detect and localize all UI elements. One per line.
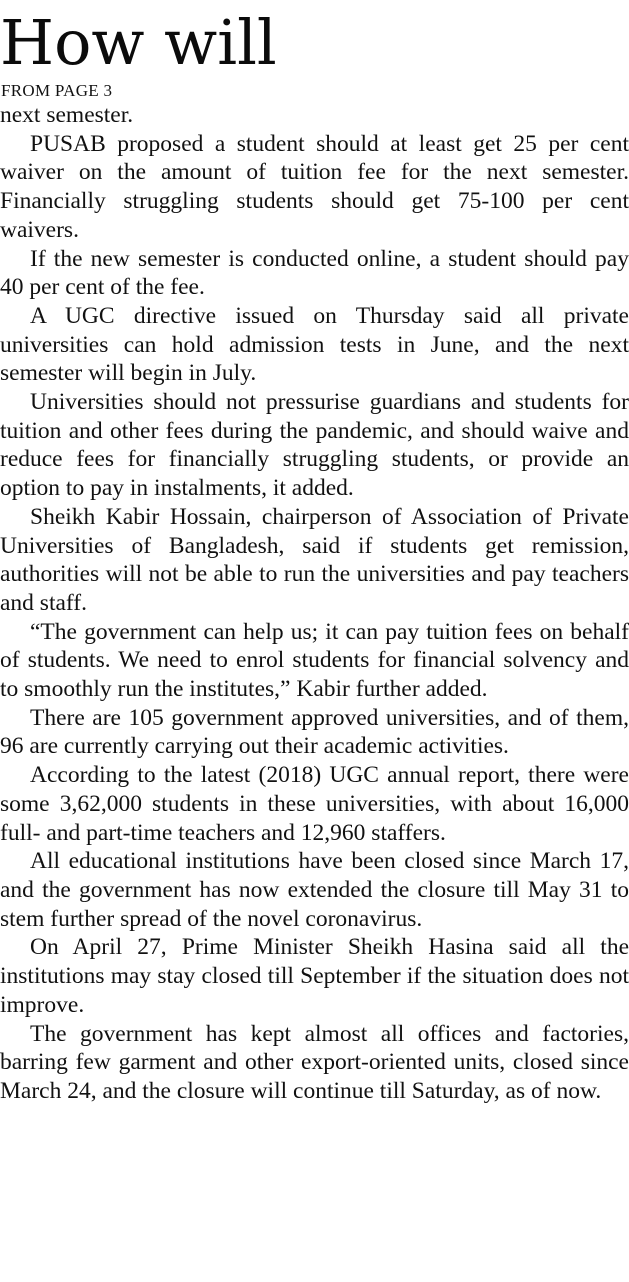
jump-line: FROM PAGE 3	[1, 81, 113, 100]
paragraph: All educational institutions have been closed since March 17, and the government has now extended the closure till May 31 to stem further spread of the novel coronavirus.	[0, 848, 629, 932]
paragraph-quote: “The government can help us; it can pay tuition fees on behalf of students. We need to enrol students for financial solvency and to smoothly run the institutes,” Kabir further added.	[0, 618, 629, 703]
paragraph: Universities should not pressurise guardians and students for tuition and other fees during the pandemic, and should waive and reduce fees for financially struggling students, or provide an option to pay in instalments, it added.	[0, 389, 629, 502]
paragraph: If the new semester is conducted online, a student should pay 40 per cent of the fee.	[0, 245, 629, 301]
paragraph: On April 27, Prime Minister Sheikh Hasina said all the institutions may stay closed till September if the situation does not improve.	[0, 934, 629, 1018]
paragraph: There are 105 government approved universities, and of them, 96 are currently carrying out their academic activities.	[0, 704, 629, 760]
paragraph: PUSAB proposed a student should at least get 25 per cent waiver on the amount of tuition fee for the next semester. Financially struggling students should get 75-100 per cent waivers.	[0, 130, 629, 243]
article-body	[0, 101, 629, 1106]
paragraph: A UGC directive issued on Thursday said all private universities can hold admission tests in June, and the next semester will begin in July.	[0, 302, 629, 387]
paragraph-continuation: next semester.	[0, 102, 134, 128]
paragraph: Sheikh Kabir Hossain, chairperson of Association of Private Universities of Bangladesh, said if students get remission, authorities will not be able to run the universities and pay teachers and staff.	[0, 503, 629, 616]
paragraph: The government has kept almost all offices and factories, barring few garment and other export-oriented units, closed since March 24, and the closure will continue till Saturday, as of now.	[0, 1020, 629, 1104]
headline: How will	[0, 6, 277, 79]
paragraph: According to the latest (2018) UGC annual report, there were some 3,62,000 students in these universities, with about 16,000 full- and part-time teachers and 12,960 staffers.	[0, 762, 629, 846]
